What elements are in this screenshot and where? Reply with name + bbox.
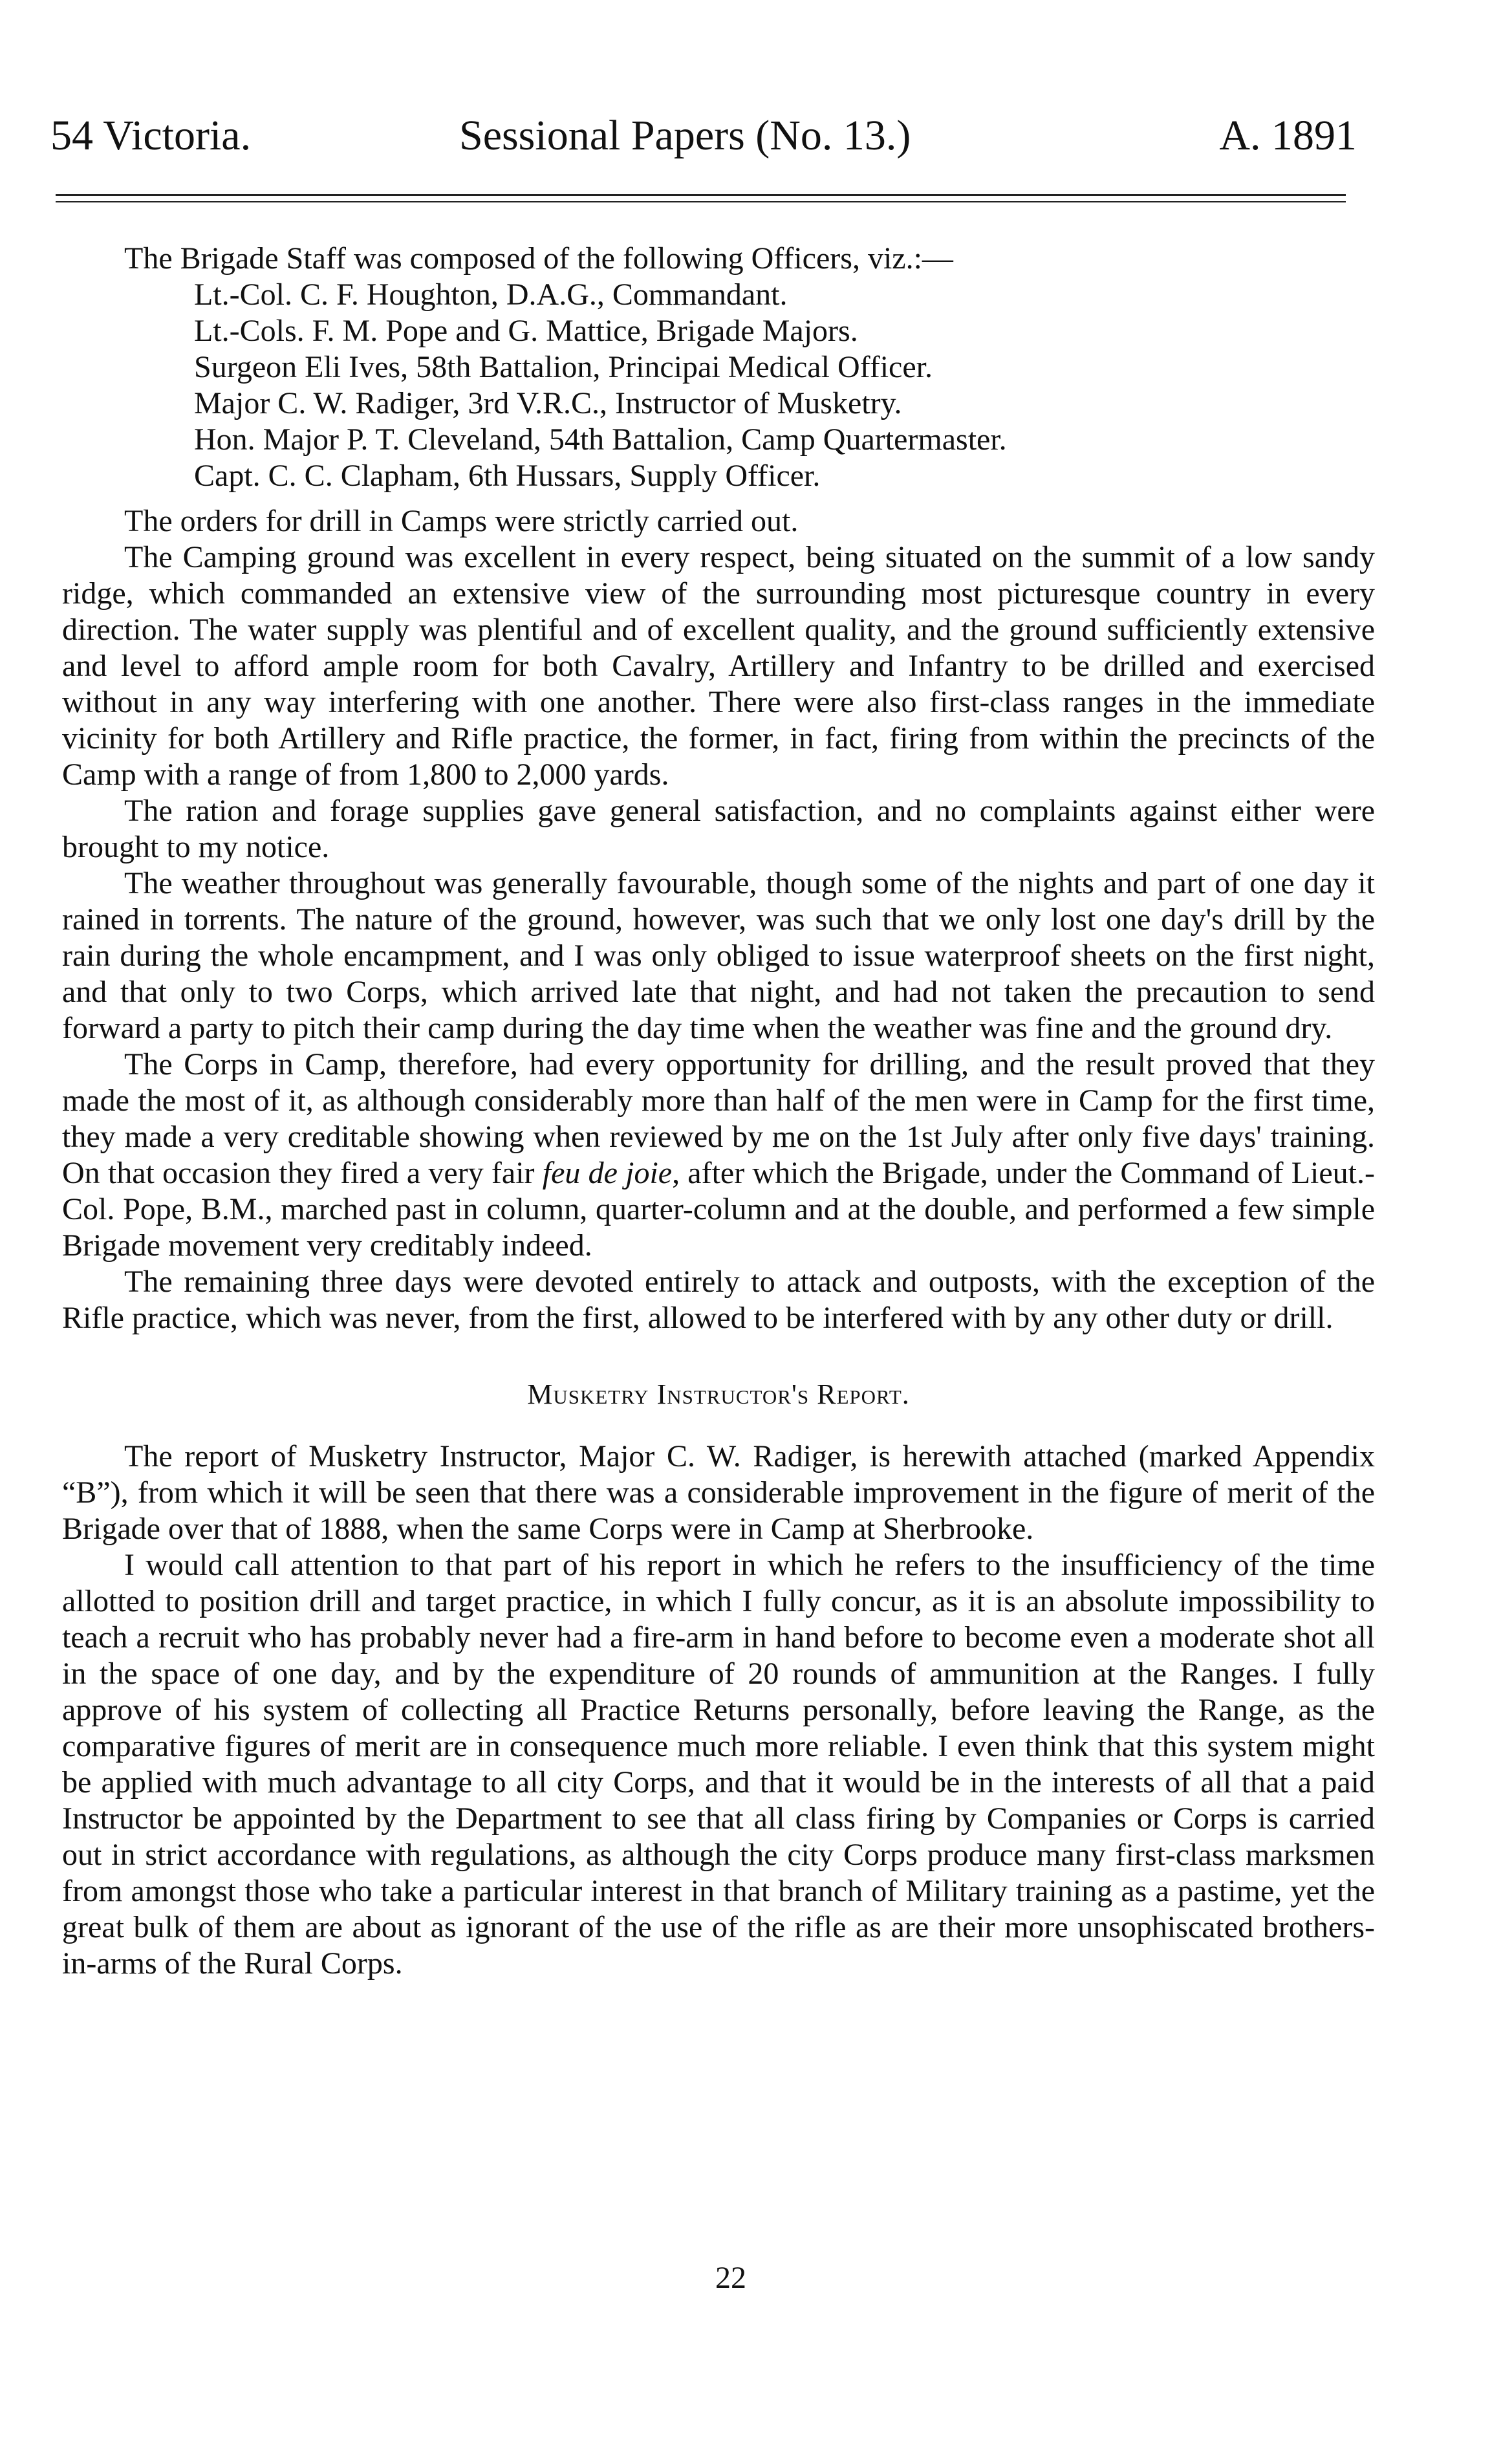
header-rule-bottom [56,201,1346,202]
header-rule-top [56,194,1346,196]
report-paragraph: I would call attention to that part of his report in which he refers to the insufficiency of the time allotted to position drill and target practice, in which I fully concur, as it is an absolute impossibility to teach a recruit who has probably never had a fire-arm in hand before to become even a moderate shot all in the space of one day, and by the expenditure of 20 rounds of ammunition at the Ranges. I fully approve of his system of collecting all Practice Returns personally, before leaving the Range, as the comparative figures of merit are in consequence much more reliable. I even think that this system might be applied with much advantage to all city Corps, and that it would be in the interests of all that a paid Instructor be appointed by the Department to see that all class firing by Companies or Corps is carried out in strict accordance with regulations, as although the city Corps produce many first-class marksmen from amongst those who take a particular interest in that branch of Military training as a pastime, yet the great bulk of them are about as ignorant of the use of the rifle as are their more unsophiscated brothers-in-arms of the Rural Corps. [62,1548,1375,1981]
body-text [62,241,1375,1982]
page-number: 22 [715,2261,746,2295]
corps-text-italic: feu de joie [542,1156,673,1190]
corps-text-after: , after which the Brigade, under the Command of Lieut.-Col. Pope, B.M., marched past in column, quarter-column and at the double, and performed a few simple Brigade movement very creditably indeed. [62,1156,1376,1263]
running-header [50,103,1357,168]
paragraph: The orders for drill in Camps were strictly carried out. [124,504,799,538]
staff-member: Capt. C. C. Clapham, 6th Hussars, Supply Officer. [194,459,821,493]
paragraph: The Camping ground was excellent in every respect, being situated on the summit of a low sandy ridge, which commanded an extensive view of the surrounding most picturesque country in every direction. The water supply was plentiful and of excellent quality, and the ground sufficiently extensive and level to afford ample room for both Cavalry, Artillery and Infantry to be drilled and exercised without in any way interfering with one another. There were also first-class ranges in the immediate vicinity for both Artillery and Rifle practice, the former, in fact, firing from within the precincts of the Camp with a range of from 1,800 to 2,000 yards. [62,540,1375,792]
staff-member: Lt.-Col. C. F. Houghton, D.A.G., Commandant. [194,277,788,312]
paragraph-corps [62,1047,1375,1264]
header-left: 54 Victoria. [50,112,252,159]
staff-list [62,277,1375,494]
header-right: A. 1891 [1219,112,1357,159]
paragraph: The weather throughout was generally favourable, though some of the nights and part of one day it rained in torrents. The nature of the ground, however, was such that we only lost one day's drill by the rain during the whole encampment, and I was only obliged to issue waterproof sheets on the first night, and that only to two Corps, which arrived late that night, and had not taken the precaution to send forward a party to pitch their camp during the day time when the weather was fine and the ground dry. [62,866,1375,1045]
staff-member: Major C. W. Radiger, 3rd V.R.C., Instructor of Musketry. [194,386,902,420]
staff-member: Lt.-Cols. F. M. Pope and G. Mattice, Brigade Majors. [194,314,858,348]
corps-text-before: The Corps in Camp, therefore, had every opportunity for drilling, and the result proved that they made the most of it, as although considerably more than half of the men were in Camp for the first time, they made a very creditable showing when reviewed by me on the 1st July after only five days' training. On that occasion they fired a very fair [62,1047,1375,1190]
report-paragraph: The report of Musketry Instructor, Major C. W. Radiger, is herewith attached (marked Appendix “B”), from which it will be seen that there was a considerable improvement in the figure of merit of the Brigade over that of 1888, when the same Corps were in Camp at Sherbrooke. [62,1439,1375,1546]
header-center: Sessional Papers (No. 13.) [459,112,911,159]
staff-member: Surgeon Eli Ives, 58th Battalion, Principai Medical Officer. [194,350,933,384]
section-heading: Musketry Instructor's Report. [527,1378,910,1410]
paragraph: The remaining three days were devoted entirely to attack and outposts, with the exception of the Rifle practice, which was never, from the first, allowed to be interfered with by any other duty or drill. [62,1265,1375,1335]
paragraph: The ration and forage supplies gave general satisfaction, and no complaints against either were brought to my notice. [62,794,1375,864]
staff-member: Hon. Major P. T. Cleveland, 54th Battalion, Camp Quartermaster. [194,422,1007,457]
staff-intro: The Brigade Staff was composed of the following Officers, viz.:— [124,241,953,276]
